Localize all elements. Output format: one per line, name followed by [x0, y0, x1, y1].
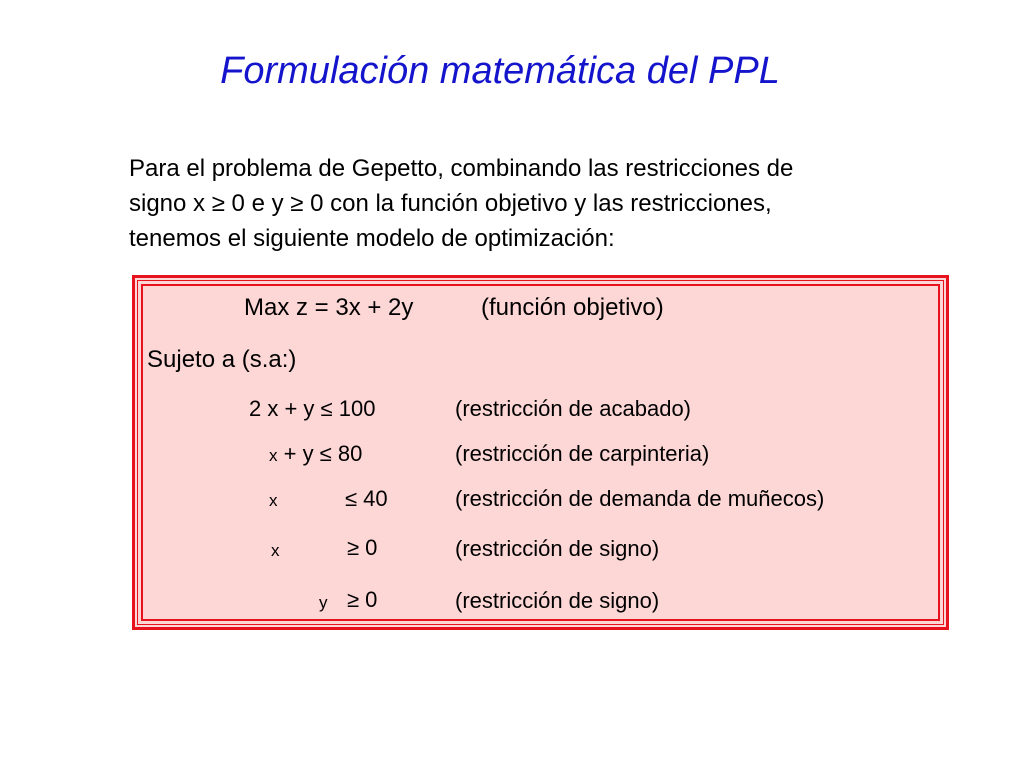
constraint-variable: x	[269, 446, 278, 465]
constraint-rest: + y ≤ 80	[277, 441, 363, 466]
constraint-variable: x	[271, 541, 280, 560]
objective-expression: Max z = 3x + 2y	[244, 294, 414, 321]
constraint-expression: ≤ 40	[345, 486, 388, 511]
intro-paragraph	[129, 151, 929, 256]
constraint-label: (restricción de acabado)	[455, 396, 692, 421]
constraint-expression: 2 x + y ≤ 100	[249, 396, 376, 421]
intro-line: signo x ≥ 0 e y ≥ 0 con la función objetivo y las restricciones,	[129, 190, 772, 217]
constraint-label: (restricción de demanda de muñecos)	[455, 486, 825, 511]
slide-title: Formulación matemática del PPL	[220, 50, 780, 92]
constraint-label: (restricción de carpinteria)	[455, 441, 710, 466]
constraint-label: (restricción de signo)	[455, 588, 660, 613]
constraint-variable: x	[269, 491, 278, 510]
objective-label: (función objetivo)	[481, 294, 664, 321]
intro-line: tenemos el siguiente modelo de optimización:	[129, 225, 615, 252]
constraint-expression	[269, 443, 362, 465]
subject-to-label: Sujeto a (s.a:)	[147, 346, 297, 373]
constraint-expression: ≥ 0	[347, 535, 378, 560]
constraint-variable: y	[319, 593, 328, 612]
intro-line: Para el problema de Gepetto, combinando las restricciones de	[129, 155, 794, 182]
constraint-label: (restricción de signo)	[455, 536, 660, 561]
constraint-expression: ≥ 0	[347, 587, 378, 612]
optimization-model-box	[132, 275, 949, 630]
